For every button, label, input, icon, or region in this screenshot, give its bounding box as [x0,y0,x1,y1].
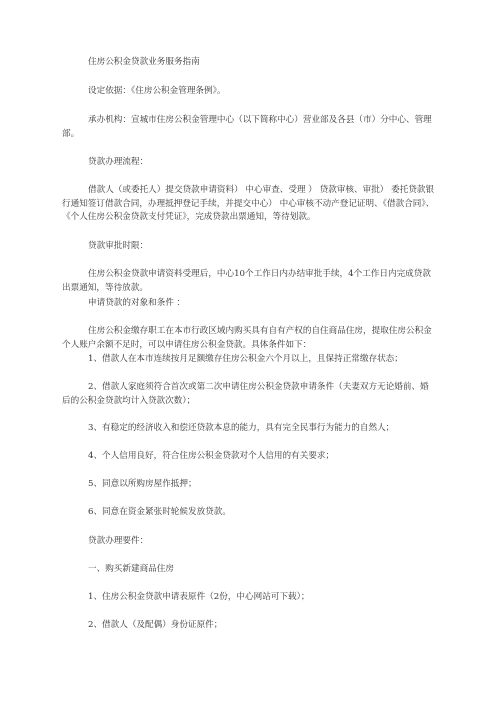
condition-item-3: 3、有稳定的经济收入和偿还贷款本息的能力，具有完全民事行为能力的自然人； [88,423,395,433]
heading-time-limit: 贷款审批时限： [88,241,149,251]
heading-new-housing: 一、购买新建商品住房 [88,564,174,574]
condition-item-4: 4、个人信用良好，符合住房公积金贷款对个人信用的有关要求； [88,451,335,461]
heading-eligibility: 申请贷款的对象和条件 ： [88,298,186,308]
condition-item-5: 5、同意以所购房屋作抵押； [88,479,197,489]
paragraph-eligibility: 住房公积金缴存职工在本市行政区域内购买具有自有产权的自住商品住房，提取住房公积金个人账户余额不足时，可以申请住房公积金贷款。具体条件如下： [62,326,432,350]
paragraph-legal-basis: 设定依据：《住房公积金管理条例》。 [88,86,226,96]
condition-item-6: 6、同意在资金紧张时轮候发放贷款。 [88,507,231,517]
document-item-2: 2、借款人（及配偶）身份证原件； [88,620,223,630]
document-item-1: 1、住房公积金贷款申请表原件（2份，中心网站可下载）； [88,592,310,602]
paragraph-process: 借款人（或委托人）提交贷款申请资料） 中心审查、受理 ） 贷款审核、审批） 委托贷款银行通知签订借款合同，办理抵押登记手续，并提交中心） 中心审核不动产登记证明、《借款合同》、《个人住房公积金贷款支付凭证》，完成贷款出票通知，等待划款。 [62,185,435,223]
paragraph-time-limit: 住房公积金贷款申请资料受理后，中心10个工作日内办结审批手续，4个工作日内完成贷款出票通知，等待放款。 [62,269,431,293]
heading-process: 贷款办理流程： [88,157,149,167]
document-title: 住房公积金贷款业务服务指南 [88,57,200,67]
heading-documents: 贷款办理要件： [88,536,149,546]
paragraph-agency: 承办机构：宣城市住房公积金管理中心（以下简称中心）营业部及各县（市）分中心、管理部。 [62,115,432,139]
condition-item-1: 1、借款人在本市连续按月足额缴存住房公积金六个月以上，且保持正常缴存状态； [88,354,403,364]
condition-item-2: 2、借款人家庭须符合首次或第二次申请住房公积金贷款申请条件（夫妻双方无论婚前、婚后的公积金贷款均计入贷款次数）； [62,382,429,406]
